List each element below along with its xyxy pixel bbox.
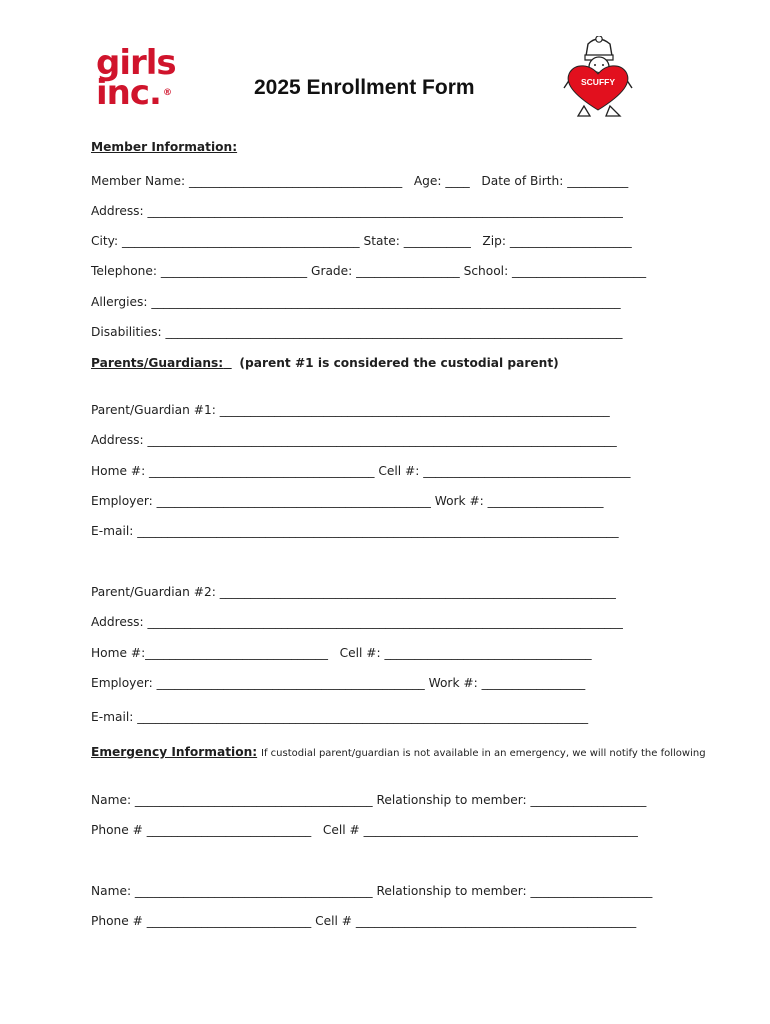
member-disabilities-field[interactable]: Disabilities: ___________________________________________________________________________ xyxy=(91,325,623,339)
parents-heading-row xyxy=(91,355,559,371)
member-name-field[interactable]: Member Name: ___________________________________ Age: ____ Date of Birth: __________ xyxy=(91,174,629,188)
member-city-field[interactable]: City: _______________________________________ State: ___________ Zip: ____________________ xyxy=(91,234,632,248)
parents-heading-gap xyxy=(223,356,232,370)
parents-heading: Parents/Guardians: xyxy=(91,356,224,370)
member-allergies-field[interactable]: Allergies: _____________________________________________________________________________ xyxy=(91,295,621,309)
parent2-employer-field[interactable]: Employer: ____________________________________________ Work #: _________________ xyxy=(91,676,586,690)
scuffy-mascot-icon xyxy=(560,36,636,118)
parent2-email-field[interactable]: E-mail: __________________________________________________________________________ xyxy=(91,710,589,724)
parent1-email-field[interactable]: E-mail: _______________________________________________________________________________ xyxy=(91,524,619,538)
parent1-employer-field[interactable]: Employer: _____________________________________________ Work #: ___________________ xyxy=(91,494,604,508)
page-title: 2025 Enrollment Form xyxy=(254,76,475,99)
parent1-name-field[interactable]: Parent/Guardian #1: ________________________________________________________________ xyxy=(91,403,610,417)
member-address-field[interactable]: Address: ______________________________________________________________________________ xyxy=(91,204,623,218)
parent1-home-field[interactable]: Home #: _____________________________________ Cell #: __________________________________ xyxy=(91,464,631,478)
contact1-name-field[interactable]: Name: _______________________________________ Relationship to member: ___________________ xyxy=(91,793,647,807)
logo-registered-mark: ® xyxy=(162,88,172,98)
contact2-phone-field[interactable]: Phone # ___________________________ Cell # ______________________________________________ xyxy=(91,914,637,928)
member-info-heading: Member Information: xyxy=(91,140,238,154)
logo-line2-wrapper xyxy=(96,73,176,113)
emergency-heading-row xyxy=(91,744,706,762)
parent1-address-field[interactable]: Address: _____________________________________________________________________________ xyxy=(91,433,617,447)
parents-note: (parent #1 is considered the custodial parent) xyxy=(239,356,559,370)
emergency-heading: Emergency Information: xyxy=(91,745,258,759)
parent2-name-field[interactable]: Parent/Guardian #2: _________________________________________________________________ xyxy=(91,585,616,599)
girls-inc-logo xyxy=(96,43,176,113)
parent2-address-field[interactable]: Address: ______________________________________________________________________________ xyxy=(91,615,623,629)
contact1-phone-field[interactable]: Phone # ___________________________ Cell # _____________________________________________ xyxy=(91,823,638,837)
member-telephone-field[interactable]: Telephone: ________________________ Grade: _________________ School: ______________________ xyxy=(91,264,647,278)
contact2-name-field[interactable]: Name: _______________________________________ Relationship to member: ____________________ xyxy=(91,884,653,898)
emergency-note: If custodial parent/guardian is not available in an emergency, we will notify the following xyxy=(261,748,706,759)
logo-line2: inc. xyxy=(96,73,161,113)
mascot-label: SCUFFY xyxy=(581,77,615,87)
logo-line1: girls xyxy=(96,43,176,83)
parent2-home-field[interactable]: Home #:______________________________ Cell #: __________________________________ xyxy=(91,646,592,660)
